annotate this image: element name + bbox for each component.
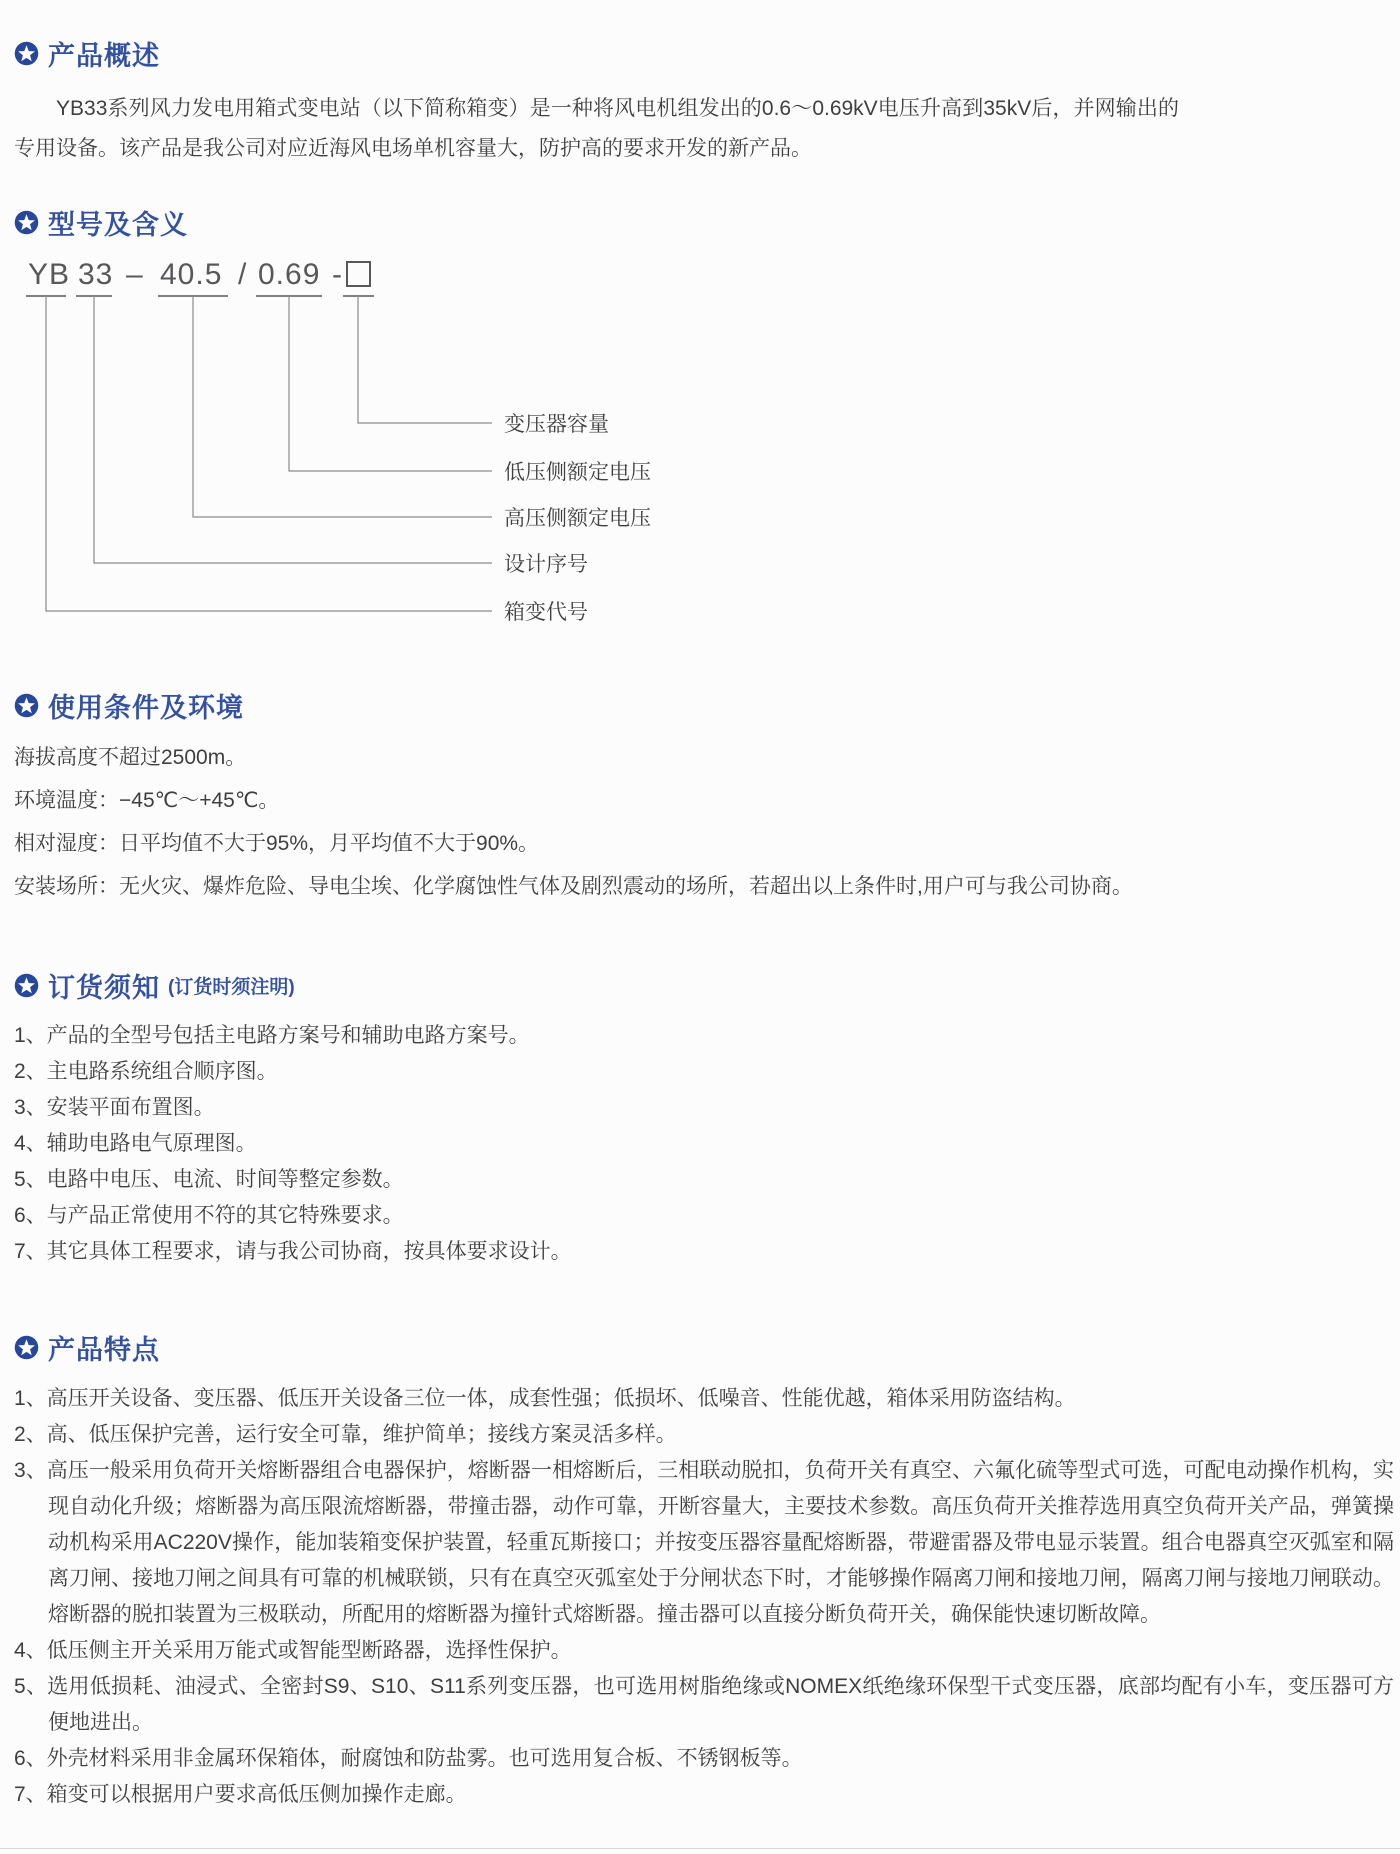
features-title: 产品特点 bbox=[48, 1335, 160, 1365]
list-item: 5、选用低损耗、油浸式、全密封S9、S10、S11系列变压器，也可选用树脂绝缘或NOMEX纸绝缘环保型干式变压器，底部均配有小车，变压器可方便地进出。 bbox=[14, 1675, 1394, 1734]
connector-lv bbox=[289, 296, 492, 471]
ordering-heading bbox=[14, 966, 1392, 1005]
label-lv-rated-voltage: 低压侧额定电压 bbox=[504, 461, 651, 484]
features-heading bbox=[14, 1328, 1392, 1367]
condition-site: 安装场所：无火灾、爆炸危险、导电尘埃、化学腐蚀性气体及剧烈震动的场所，若超出以上条件时,用户可与我公司协商。 bbox=[14, 875, 1133, 898]
list-item: 4、辅助电路电气原理图。 bbox=[14, 1132, 257, 1155]
model-meaning-diagram bbox=[14, 256, 794, 628]
model-segment-yb: YB bbox=[28, 258, 71, 291]
condition-humidity: 相对湿度：日平均值不大于95%，月平均值不大于90%。 bbox=[14, 832, 540, 855]
connector-capacity bbox=[358, 296, 492, 423]
model-title: 型号及含义 bbox=[48, 210, 188, 240]
list-item: 3、安装平面布置图。 bbox=[14, 1096, 215, 1119]
list-item: 2、高、低压保护完善，运行安全可靠，维护简单；接线方案灵活多样。 bbox=[14, 1423, 677, 1446]
section-model bbox=[14, 203, 1392, 628]
overview-title: 产品概述 bbox=[48, 41, 160, 71]
overview-paragraph: YB33系列风力发电用箱式变电站（以下简称箱变）是一种将风电机组发出的0.6～0.69kV电压升高到35kV后，并网输出的专用设备。该产品是我公司对应近海风电场单机容量大，防护高的要求开发的新产品。 bbox=[14, 97, 1179, 160]
label-hv-rated-voltage: 高压侧额定电压 bbox=[504, 507, 651, 530]
list-item: 6、外壳材料采用非金属环保箱体，耐腐蚀和防盐雾。也可选用复合板、不锈钢板等。 bbox=[14, 1747, 803, 1770]
label-box-code: 箱变代号 bbox=[504, 601, 588, 624]
section-features bbox=[14, 1328, 1392, 1813]
ordering-subtitle: (订货时须注明) bbox=[168, 977, 295, 998]
features-list bbox=[14, 1381, 1394, 1813]
list-item: 3、高压一般采用负荷开关熔断器组合电器保护，熔断器一相熔断后，三相联动脱扣，负荷开关有真空、六氟化硫等型式可选，可配电动操作机构，实现自动化升级；熔断器为高压限流熔断器，带撞击器，动作可靠，开断容量大，主要技术参数。高压负荷开关推荐选用真空负荷开关产品，弹簧操动机构采用AC220V操作，能加装箱变保护装置，轻重瓦斯接口；并按变压器容量配熔断器，带避雷器及带电显示装置。组合电器真空灭弧室和隔离刀闸、接地刀闸之间具有可靠的机械联锁，只有在真空灭弧室处于分闸状态下时，才能够操作隔离刀闸和接地刀闸，隔离刀闸与接地刀闸联动。熔断器的脱扣装置为三极联动，所配用的熔断器为撞针式熔断器。撞击器可以直接分断负荷开关，确保能快速切断故障。 bbox=[14, 1459, 1394, 1626]
model-segment-slash: / bbox=[238, 258, 248, 291]
list-item: 4、低压侧主开关采用万能式或智能型断路器，选择性保护。 bbox=[14, 1639, 572, 1662]
list-item: 2、主电路系统组合顺序图。 bbox=[14, 1060, 278, 1083]
list-item: 5、电路中电压、电流、时间等整定参数。 bbox=[14, 1168, 404, 1191]
section-conditions bbox=[14, 686, 1392, 908]
conditions-heading bbox=[14, 686, 1392, 725]
list-item: 6、与产品正常使用不符的其它特殊要求。 bbox=[14, 1204, 404, 1227]
list-item: 1、高压开关设备、变压器、低压开关设备三位一体，成套性强；低损坏、低噪音、性能优越，箱体采用防盗结构。 bbox=[14, 1387, 1076, 1410]
ordering-title: 订货须知 bbox=[48, 973, 160, 1003]
star-badge-icon bbox=[14, 693, 39, 718]
model-heading bbox=[14, 203, 1392, 242]
label-design-number: 设计序号 bbox=[504, 553, 588, 576]
conditions-lines bbox=[14, 736, 1392, 908]
model-segment-33: 33 bbox=[78, 258, 114, 291]
page-bottom-divider bbox=[0, 1848, 1400, 1849]
star-badge-icon bbox=[14, 41, 39, 66]
condition-altitude: 海拔高度不超过2500m。 bbox=[14, 746, 247, 769]
star-badge-icon bbox=[14, 973, 39, 998]
connector-code bbox=[46, 296, 492, 611]
condition-temperature: 环境温度：−45℃～+45℃。 bbox=[14, 789, 280, 812]
list-item: 7、箱变可以根据用户要求高低压侧加操作走廊。 bbox=[14, 1783, 467, 1806]
ordering-list bbox=[14, 1018, 1392, 1270]
star-badge-icon bbox=[14, 210, 39, 235]
model-segment-405: 40.5 bbox=[160, 258, 223, 291]
list-item: 1、产品的全型号包括主电路方案号和辅助电路方案号。 bbox=[14, 1024, 530, 1047]
model-segment-dash: – bbox=[126, 258, 144, 291]
label-transformer-capacity: 变压器容量 bbox=[504, 413, 609, 436]
section-overview bbox=[14, 34, 1392, 169]
conditions-title: 使用条件及环境 bbox=[48, 693, 244, 723]
list-item: 7、其它具体工程要求，请与我公司协商，按具体要求设计。 bbox=[14, 1240, 572, 1263]
model-segment-069: 0.69 bbox=[258, 258, 321, 291]
model-segment-hyphen: - bbox=[332, 258, 343, 291]
section-ordering bbox=[14, 966, 1392, 1270]
star-badge-icon bbox=[14, 1335, 39, 1360]
connector-hv bbox=[193, 296, 492, 517]
connector-design bbox=[94, 296, 492, 563]
overview-heading bbox=[14, 34, 1392, 73]
model-capacity-box bbox=[347, 262, 370, 286]
